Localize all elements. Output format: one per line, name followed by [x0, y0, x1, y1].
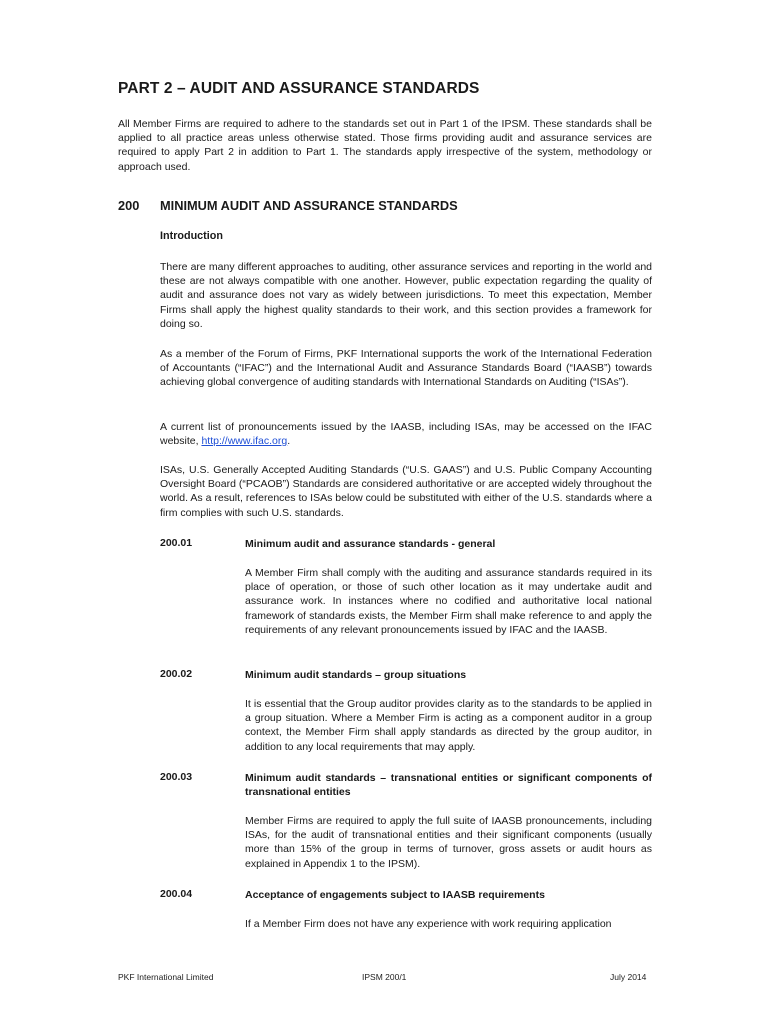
pronouncements-text: A current list of pronouncements issued by the IAASB, including ISAs, may be accessed on the IFAC website,	[160, 421, 652, 448]
section-number: 200	[118, 198, 140, 213]
clause-title: Acceptance of engagements subject to IAASB requirements	[245, 889, 545, 901]
intro-paragraph-forum-of-firms: As a member of the Forum of Firms, PKF International supports the work of the International Federation of Accountants (“IFAC”) and the International Audit and Assurance Standards Board (“IAASB”) towards achieving global convergence of auditing standards with International Standards on Auditing (“ISAs”).	[160, 348, 652, 389]
intro-paragraph-pronouncements	[160, 420, 652, 448]
ifac-website-link[interactable]: http://www.ifac.org	[201, 435, 288, 448]
clause-title: Minimum audit and assurance standards - general	[245, 538, 496, 550]
intro-paragraph-approaches: There are many different approaches to auditing, other assurance services and reporting in the world and these are not always compatible with one another. However, public expectation regarding the quality of audit and assurance does not vary as widely between jurisdictions. To meet this expectation, Member Firms shall apply the highest quality standards to their work, and this section provides a framework for doing so.	[160, 261, 652, 330]
section-title: MINIMUM AUDIT AND ASSURANCE STANDARDS	[160, 198, 458, 213]
clause-number: 200.01	[160, 537, 193, 549]
clause-body: It is essential that the Group auditor provides clarity as to the standards to be applied in a group situation. Where a Member Firm is acting as a component auditor in a group context, the Member Firm shall apply standards as directed by the group auditor, in addition to any local requirements that may apply.	[245, 698, 652, 753]
clause-number: 200.04	[160, 888, 193, 900]
part-title: PART 2 – AUDIT AND ASSURANCE STANDARDS	[118, 80, 480, 97]
clause-title: Minimum audit standards – transnational entities or significant components of transnational entities	[245, 772, 652, 799]
clause-number: 200.02	[160, 668, 193, 680]
clause-body: If a Member Firm does not have any experience with work requiring application	[245, 918, 612, 930]
footer-date: July 2014	[610, 972, 647, 982]
section-heading	[118, 198, 678, 213]
introduction-subheading: Introduction	[160, 230, 223, 242]
clause-number: 200.03	[160, 771, 193, 783]
footer-reference: IPSM 200/1	[362, 972, 407, 982]
pronouncements-end: .	[287, 435, 291, 448]
clause-body: A Member Firm shall comply with the auditing and assurance standards required in its place of operation, or those of such other location as it may undertake audit and assurance work. In instances where no codified and authoritative local national framework of standards exists, the Member Firm shall make reference to and apply the requirements of any relevant pronouncements issued by IFAC and the IAASB.	[245, 567, 652, 636]
clause-body: Member Firms are required to apply the full suite of IAASB pronouncements, including ISAs, for the audit of transnational entities and their significant components (usually more than 15% of the group in terms of turnover, gross assets or audit hours as explained in Appendix 1 to the IPSM).	[245, 815, 652, 870]
clause-title: Minimum audit standards – group situations	[245, 669, 467, 681]
part-intro-paragraph: All Member Firms are required to adhere to the standards set out in Part 1 of the IPSM. These standards shall be applied to all practice areas unless otherwise stated. Those firms providing audit and assurance services are required to apply Part 2 in addition to Part 1. The standards apply irrespective of the system, methodology or approach used.	[118, 118, 652, 173]
footer-company: PKF International Limited	[118, 972, 214, 982]
intro-paragraph-us-standards: ISAs, U.S. Generally Accepted Auditing Standards (“U.S. GAAS”) and U.S. Public Company Accounting Oversight Board (“PCAOB”) Standards are considered authoritative or are accepted widely throughout the world. As a result, references to ISAs below could be substituted with either of the U.S. standards where a firm complies with such U.S. standards.	[160, 464, 652, 519]
